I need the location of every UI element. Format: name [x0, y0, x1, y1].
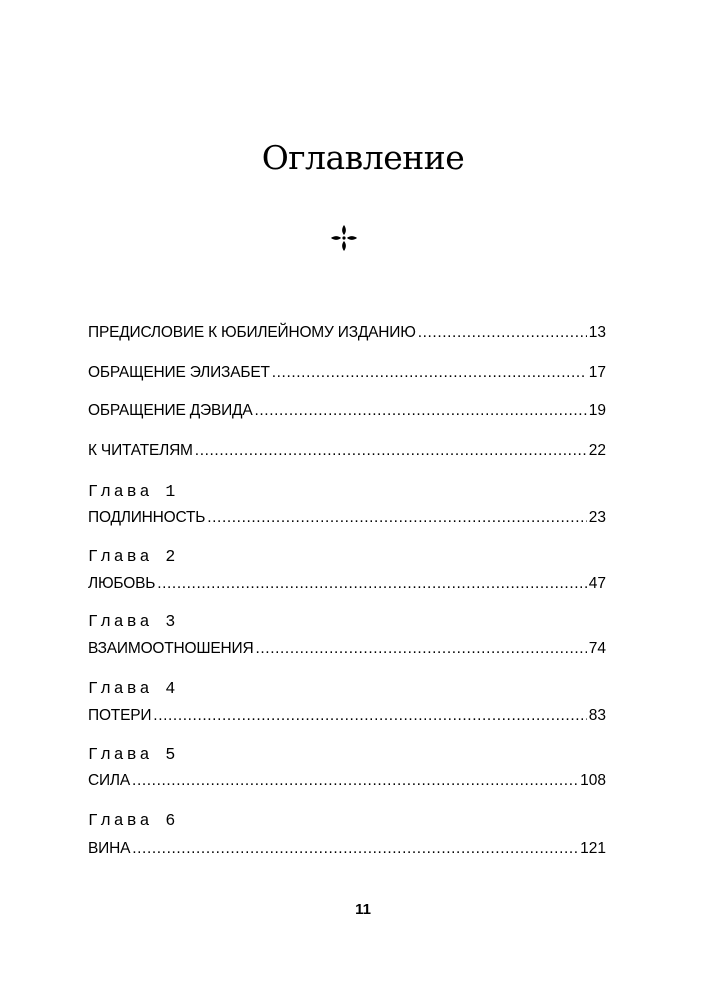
- toc-entry-page: 108: [580, 772, 606, 789]
- toc-entry-title: ВЗАИМООТНОШЕНИЯ: [88, 640, 254, 657]
- toc-entry-page: 23: [588, 509, 606, 526]
- toc-entry-page: 74: [588, 640, 606, 657]
- toc-entry-page: 13: [588, 324, 606, 341]
- toc-entry-title: ПОТЕРИ: [88, 707, 152, 724]
- toc-entry[interactable]: [88, 837, 606, 861]
- toc-entry[interactable]: [88, 572, 606, 596]
- toc-entry[interactable]: [88, 769, 606, 793]
- chapter-label: Глава 3: [88, 612, 179, 631]
- chapter-label: Глава 4: [88, 679, 179, 698]
- dot-leader: [153, 704, 586, 728]
- toc-entry-title: ЛЮБОВЬ: [88, 575, 156, 592]
- dot-leader: [255, 637, 586, 661]
- dot-leader: [418, 321, 587, 345]
- dot-leader: [254, 399, 586, 423]
- toc-entry-title: К ЧИТАТЕЛЯМ: [88, 442, 193, 459]
- four-petal-ornament-icon: [330, 224, 358, 252]
- toc-entry[interactable]: [88, 506, 606, 530]
- page-number: 11: [355, 901, 371, 918]
- toc-entry-page: 22: [588, 442, 606, 459]
- toc-entry-page: 47: [588, 575, 606, 592]
- toc-entry-page: 121: [580, 840, 606, 857]
- page-title: Оглавление: [261, 138, 465, 177]
- dot-leader: [272, 361, 587, 385]
- chapter-label: Глава 5: [88, 745, 179, 764]
- toc-entry-page: 17: [588, 364, 606, 381]
- toc-entry-title: СИЛА: [88, 772, 131, 789]
- chapter-label: Глава 2: [88, 547, 179, 566]
- toc-entry[interactable]: [88, 399, 606, 423]
- toc-entry[interactable]: [88, 361, 606, 385]
- dot-leader: [132, 769, 578, 793]
- toc-entry[interactable]: [88, 321, 606, 345]
- dot-leader: [195, 439, 587, 463]
- dot-leader: [132, 837, 578, 861]
- toc-entry-page: 19: [588, 402, 606, 419]
- toc-entry-page: 83: [588, 707, 606, 724]
- toc-entry-title: ВИНА: [88, 840, 131, 857]
- chapter-label: Глава 6: [88, 811, 179, 830]
- toc-entry-title: ОБРАЩЕНИЕ ЭЛИЗАБЕТ: [88, 364, 270, 381]
- chapter-label: Глава 1: [88, 482, 179, 501]
- dot-leader: [207, 506, 587, 530]
- toc-entry[interactable]: [88, 439, 606, 463]
- dot-leader: [157, 572, 587, 596]
- toc-entry-title: ОБРАЩЕНИЕ ДЭВИДА: [88, 402, 253, 419]
- toc-entry-title: ПРЕДИСЛОВИЕ К ЮБИЛЕЙНОМУ ИЗДАНИЮ: [88, 324, 416, 341]
- toc-entry[interactable]: [88, 704, 606, 728]
- toc-entry[interactable]: [88, 637, 606, 661]
- toc-entry-title: ПОДЛИННОСТЬ: [88, 509, 206, 526]
